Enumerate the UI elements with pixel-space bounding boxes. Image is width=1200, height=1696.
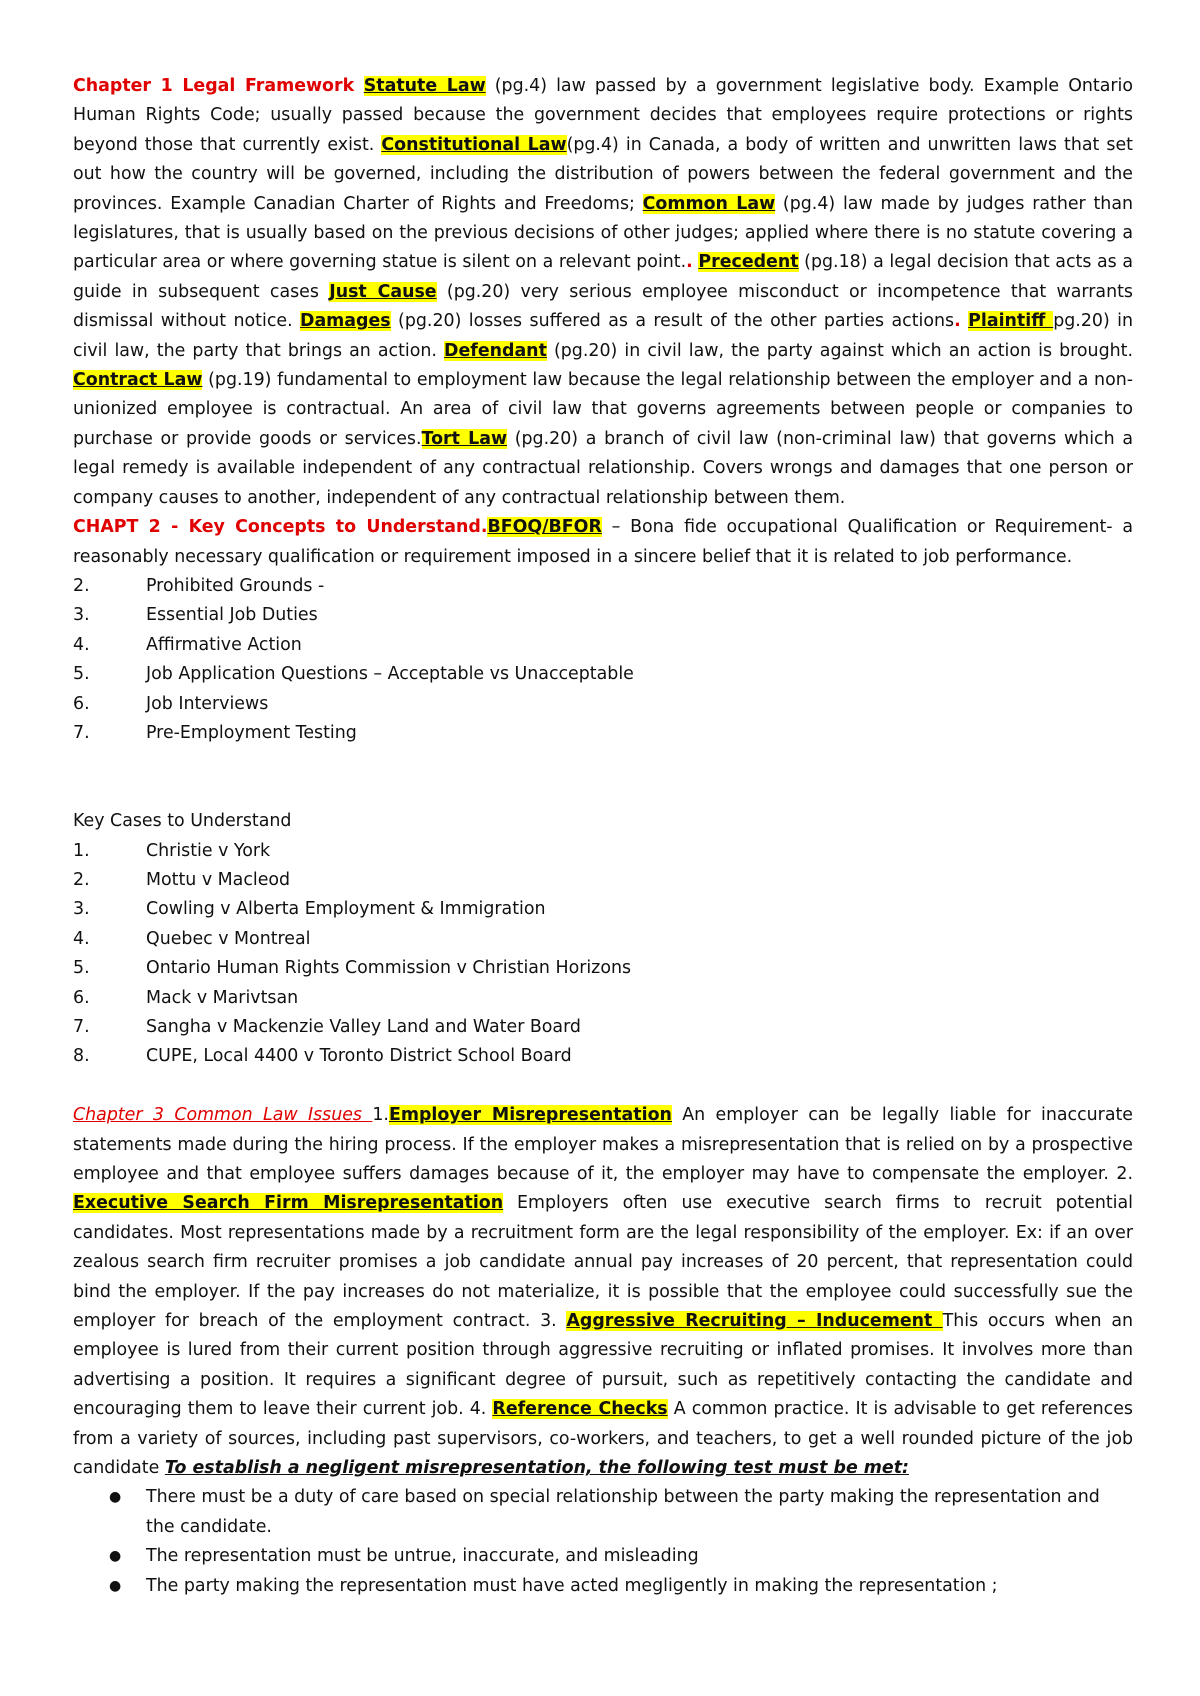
document-page	[73, 72, 1133, 1601]
spacer	[73, 1072, 1133, 1101]
term-aggressive-recruiting: Aggressive Recruiting – Inducement	[566, 1311, 943, 1332]
list-item: 2. Mottu v Macleod	[73, 869, 291, 890]
term-just-cause: Just Cause	[329, 281, 437, 302]
term-plaintiff: Plaintiff	[968, 311, 1054, 332]
definition-bfoq-bfor: – Bona fide occupational Qualification or Requirement- a reasonably necessary qualification or requirement imposed in a sincere belief that it is related to job performance.	[73, 517, 1133, 567]
list-item: 4. Quebec v Montreal	[73, 928, 311, 949]
list-item: ● There must be a duty of care based on special relationship between the party making the representation and the candidate.	[109, 1483, 1133, 1542]
definition-employer-misrepresentation: An employer can be legally liable for inaccurate statements made during the hiring process. If the employer makes a misrepresentation that is relied on by a prospective employee and that employee suffers damages because of it, the employer may have to compensate the employer. 2.	[73, 1105, 1133, 1184]
list-item: ● The party making the representation must have acted megligently in making the representation ;	[109, 1572, 1133, 1601]
definition-aggressive-recruiting: This occurs when an employee is lured from their current position through aggressive recruiting or inflated promises. It involves more than advertising a position. It requires a significant degree of pursuit, such as repetitively contacting the candidate and encouraging them to leave their current job. 4.	[73, 1311, 1133, 1420]
definition-plaintiff: pg.20) in civil law, the party that brings an action.	[73, 311, 1134, 361]
red-period: .	[686, 252, 693, 273]
key-cases-heading: Key Cases to Understand	[73, 811, 292, 832]
definition-precedent: (pg.18) a legal decision that acts as a guide in subsequent cases	[73, 252, 1134, 302]
bullet-icon: ●	[109, 1548, 122, 1565]
list-item: 5. Job Application Questions – Acceptable vs Unacceptable	[73, 664, 634, 685]
chapter-3-paragraph: Chapter 3 Common Law Issues 1.Employer Misrepresentation An employer can be legally liable for inaccurate statements made during the hiring process. If the employer makes a misrepresentation that is relied on by a prospective employee and that employee suffers damages because of it, the employer may have to compensate the employer. 2. Executive Search Firm Misrepresentation Employers often use executive search firms to recruit potential candidates. Most representations made by a recruitment form are the legal responsibility of the employer. Ex: if an over zealous search firm recruiter promises a job candidate annual pay increases of 20 percent, that representation could bind the employer. If the pay increases do not materialize, it is possible that the employee could successfully sue the employer for breach of the employment contract. 3. Aggressive Recruiting – Inducement This occurs when an employee is lured from their current position through aggressive recruiting or inflated promises. It involves more than advertising a position. It requires a significant degree of pursuit, such as repetitively contacting the candidate and encouraging them to leave their current job. 4. Reference Checks A common practice. It is advisable to get references from a variety of sources, including past supervisors, co-workers, and teachers, to get a well rounded picture of the job candidate To establish a negligent misrepresentation, the following test must be met:	[73, 1105, 1133, 1479]
list-item: 3. Essential Job Duties	[73, 605, 318, 626]
term-common-law: Common Law	[642, 193, 776, 214]
term-bfoq-bfor: BFOQ/BFOR	[487, 517, 602, 538]
definition-executive-search-firm: Employers often use executive search firms to recruit potential candidates. Most representations made by a recruitment form are the legal responsibility of the employer. Ex: if an over zealous search firm recruiter promises a job candidate annual pay increases of 20 percent, that representation could bind the employer. If the pay increases do not materialize, it is possible that the employee could successfully sue the employer for breach of the employment contract. 3.	[73, 1193, 1133, 1332]
spacer	[73, 778, 1133, 807]
definition-contract-law: (pg.19) fundamental to employment law because the legal relationship between the employer and a non-unionized employee is contractual. An area of civil law that governs agreements between people or companies to purchase or provide goods or services.	[73, 370, 1134, 449]
list-item: ● The representation must be untrue, inaccurate, and misleading	[109, 1542, 1133, 1571]
bullet-icon: ●	[109, 1577, 122, 1594]
definition-reference-checks: A common practice. It is advisable to get references from a variety of sources, including past supervisors, co-workers, and teachers, to get a well rounded picture of the job candidate	[73, 1399, 1133, 1479]
definition-tort-law: (pg.20) a branch of civil law (non-criminal law) that governs which a legal remedy is available independent of any contractual relationship. Covers wrongs and damages that one person or company causes to another, independent of any contractual relationship between them.	[73, 428, 1133, 508]
list-item: 5. Ontario Human Rights Commission v Christian Horizons	[73, 958, 632, 979]
list-item: 1. Christie v York	[73, 840, 271, 861]
key-cases-list	[73, 837, 1133, 1072]
list-item: 4. Affirmative Action	[73, 634, 302, 655]
red-period-2: .	[954, 311, 961, 332]
chapter-3-heading: Chapter 3 Common Law Issues	[73, 1105, 373, 1126]
term-reference-checks: Reference Checks	[492, 1399, 668, 1420]
chapter-1-heading: Chapter 1 Legal Framework	[73, 76, 364, 96]
negligent-misrepresentation-test: To establish a negligent misrepresentation, the following test must be met:	[164, 1458, 909, 1479]
term-contract-law: Contract Law	[73, 370, 203, 391]
list-item: 6. Job Interviews	[73, 693, 269, 714]
spacer	[73, 748, 1133, 777]
list-item: 7. Pre-Employment Testing	[73, 722, 357, 743]
term-constitutional-law: Constitutional Law	[381, 134, 567, 155]
chapter-2-paragraph	[73, 513, 1133, 572]
definition-just-cause: (pg.20) very serious employee misconduct or incompetence that warrants dismissal without notice.	[73, 281, 1133, 332]
term-employer-misrepresentation: Employer Misrepresentation	[388, 1105, 672, 1126]
list-item: 8. CUPE, Local 4400 v Toronto District School Board	[73, 1046, 572, 1067]
term-tort-law: Tort Law	[421, 428, 508, 449]
definition-damages: (pg.20) losses suffered as a result of the other parties actions	[390, 311, 955, 332]
term-defendant: Defendant	[444, 340, 547, 361]
chapter-2-heading: CHAPT 2 - Key Concepts to Understand.	[73, 517, 488, 538]
key-concepts-list	[73, 572, 1133, 748]
test-bullet-list	[73, 1483, 1133, 1601]
list-item: 3. Cowling v Alberta Employment & Immigration	[73, 899, 546, 920]
term-statute-law: Statute Law	[363, 76, 486, 96]
term-damages: Damages	[300, 311, 391, 332]
term-precedent: Precedent	[698, 252, 799, 273]
list-item: 6. Mack v Marivtsan	[73, 987, 299, 1008]
list-item: 7. Sangha v Mackenzie Valley Land and Water Board	[73, 1016, 581, 1037]
definition-defendant: (pg.20) in civil law, the party against which an action is brought.	[546, 340, 1133, 361]
list-item: 2. Prohibited Grounds -	[73, 575, 325, 596]
bullet-icon: ●	[109, 1489, 122, 1506]
definition-common-law: (pg.4) law made by judges rather than legislatures, that is usually based on the previous decisions of other judges; applied where there is no statute covering a particular area or where governing statue is silent on a relevant point.	[73, 193, 1133, 273]
chapter-1-paragraph	[73, 72, 1133, 513]
definition-constitutional-law: (pg.4) in Canada, a body of written and unwritten laws that set out how the country will be governed, including the distribution of powers between the federal government and the provinces. Example Canadian Charter of Rights and Freedoms;	[73, 134, 1133, 214]
term-executive-search-firm: Executive Search Firm Misrepresentation	[73, 1193, 504, 1214]
definition-statute-law: (pg.4) law passed by a government legislative body. Example Ontario Human Rights Code; usually passed because the government decides that employees require protections or rights beyond those that currently exist.	[73, 76, 1133, 155]
